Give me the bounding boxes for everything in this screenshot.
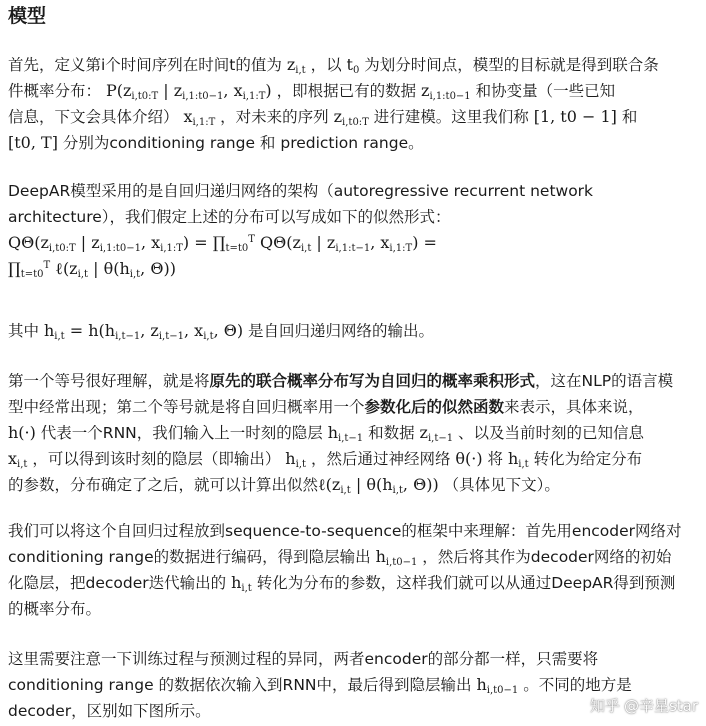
- body-text: 我们可以将这个自回归过程放到sequence-to-sequence的框架中来理解：首先用encoder网络对: [8, 522, 682, 540]
- math-expression: [t0, T]: [8, 133, 58, 152]
- body-text: 是自回归递归网络的输出。: [243, 322, 435, 340]
- math-expression: $x_{i,t}$: [8, 449, 28, 470]
- body-text: 件概率分布：: [8, 82, 106, 100]
- math-expression: $\prod_{t=t0}^T$ $\ell(z_{i,t}$ | $\theta(h_{i,t}$, Θ)): [8, 259, 176, 280]
- text-line: [8, 472, 700, 498]
- paragraph-seq2seq: [8, 518, 700, 622]
- math-expression: h(·): [8, 423, 36, 442]
- text-line: [8, 204, 700, 230]
- body-text: architecture），我们假定上述的分布可以写成如下的似然形式：: [8, 208, 451, 226]
- text-line: [8, 178, 700, 204]
- text-line: [8, 52, 700, 78]
- body-text: 和数据: [363, 424, 420, 442]
- math-expression: $h_{i,t} = h(h_{i,t-1}$, $z_{i,t-1}$, $x_{i,t}$, Θ): [43, 321, 244, 342]
- body-text: 和: [616, 108, 638, 126]
- math-expression: $z_{i,t0:T}$: [333, 107, 369, 128]
- body-text: 转化为给定分布: [528, 450, 643, 468]
- body-text: 。不同的地方是: [518, 676, 632, 694]
- body-text: 代表一个RNN，我们输入上一时刻的隐层: [35, 424, 328, 442]
- body-text: decoder，区别如下图所示。: [8, 702, 211, 720]
- text-line: [8, 596, 700, 622]
- section-title: 模型: [8, 5, 47, 27]
- body-text: conditioning range的数据进行编码，得到隐层输出: [8, 548, 376, 566]
- body-text: 化隐层，把decoder迭代输出的: [8, 574, 232, 592]
- body-text: （具体见下文）。: [438, 476, 560, 494]
- body-text: ，这在NLP的语言模: [535, 372, 674, 390]
- math-expression: $\ell(z_{i,t}$ | $\theta(h_{i,t}$, Θ)): [318, 475, 439, 496]
- math-expression: θ(·): [455, 449, 483, 468]
- text-line: [8, 518, 700, 544]
- body-text: ，然后将其作为decoder网络的初始: [417, 548, 672, 566]
- math-expression: $x_{i,1:T}$: [183, 107, 216, 128]
- body-text: 第一个等号很好理解，就是将: [8, 372, 210, 390]
- text-line: [8, 78, 700, 104]
- math-expression: $h_{i,t-1}$: [327, 423, 364, 444]
- emphasis-text: 参数化后的似然函数: [364, 398, 505, 416]
- math-expression: $h_{i,t}$: [285, 449, 307, 470]
- body-text: 首先，定义第i个时间序列在时间t的值为: [8, 56, 287, 74]
- emphasis-text: 原先的联合概率分布写为自回归的概率乘积形式: [209, 372, 536, 390]
- math-expression: $t_0$: [346, 55, 360, 76]
- math-expression: $z_{i,1:t0-1}$: [421, 81, 471, 102]
- math-expression: $h_{i,t}$: [507, 449, 529, 470]
- text-line: [8, 130, 700, 156]
- body-text: ，即根据已有的数据: [271, 82, 421, 100]
- body-text: DeepAR模型采用的是自回归递归网络的架构（autoregressive recurrent network: [8, 182, 594, 200]
- body-text: 和协变量（一些已知: [470, 82, 616, 100]
- body-text: ，可以得到该时刻的隐层（即输出）: [27, 450, 286, 468]
- body-text: 来表示，具体来说，: [504, 398, 644, 416]
- paragraph-explanation: [8, 368, 700, 498]
- body-text: ，以: [305, 56, 347, 74]
- author-handle: @辛星star: [623, 697, 698, 715]
- text-line: [8, 394, 700, 420]
- body-text: conditioning range 的数据依次输入到RNN中，最后得到隐层输出: [8, 676, 477, 694]
- body-text: 为划分时间点，模型的目标就是得到联合条: [359, 56, 659, 74]
- math-expression: $P(z_{i,t0:T}$ | $z_{i,1:t0-1}$, $x_{i,1:T}$): [105, 81, 272, 102]
- zhihu-logo: 知乎: [589, 697, 620, 715]
- watermark: [590, 695, 698, 716]
- body-text: 的参数，分布确定了之后，就可以计算出似然: [8, 476, 319, 494]
- body-text: ，然后通过神经网络: [306, 450, 456, 468]
- body-text: 其中: [8, 322, 44, 340]
- body-text: ，对未来的序列: [215, 108, 334, 126]
- math-expression: $z_{i,t-1}$: [419, 423, 454, 444]
- body-text: 将: [482, 450, 508, 468]
- paragraph-architecture: [8, 178, 700, 282]
- math-expression: $h_{i,t0-1}$: [375, 547, 418, 568]
- body-text: 转化为分布的参数，这样我们就可以从通过DeepAR得到预测: [251, 574, 676, 592]
- text-line: [8, 368, 700, 394]
- text-line: [8, 446, 700, 472]
- body-text: 、以及当前时刻的已知信息: [453, 424, 645, 442]
- text-line: [8, 318, 700, 344]
- text-line: [8, 570, 700, 596]
- body-text: 信息，下文会具体介绍）: [8, 108, 184, 126]
- math-expression: $Q\Theta(z_{i,t0:T}$ | $z_{i,1:t0-1}$, $x_{i,1:T}$) = $\prod_{t=t0}^T$ $Q\Theta(z_{i,t}$ | $z_{i,1:t-1}$, $x_{i,1:T}$) =: [8, 233, 437, 254]
- math-expression: $z_{i,t}$: [286, 55, 306, 76]
- body-text: 型中经常出现；第二个等号就是将自回归概率用一个: [8, 398, 365, 416]
- math-expression: [1, t0 − 1]: [533, 107, 617, 126]
- text-line: [8, 420, 700, 446]
- body-text: 分别为conditioning range 和 prediction range。: [57, 134, 424, 152]
- body-text: 的概率分布。: [8, 600, 102, 618]
- body-text: 进行建模。这里我们称: [368, 108, 534, 126]
- text-line: [8, 544, 700, 570]
- math-expression: $h_{i,t}$: [231, 573, 252, 594]
- text-line: [8, 646, 700, 672]
- paragraph-definition: [8, 52, 700, 156]
- text-line: [8, 256, 700, 282]
- math-expression: $h_{i,t0-1}$: [476, 675, 519, 696]
- text-line: [8, 230, 700, 256]
- text-line: [8, 104, 700, 130]
- paragraph-hidden-state: [8, 318, 700, 344]
- body-text: 这里需要注意一下训练过程与预测过程的异同，两者encoder的部分都一样，只需要将: [8, 650, 599, 668]
